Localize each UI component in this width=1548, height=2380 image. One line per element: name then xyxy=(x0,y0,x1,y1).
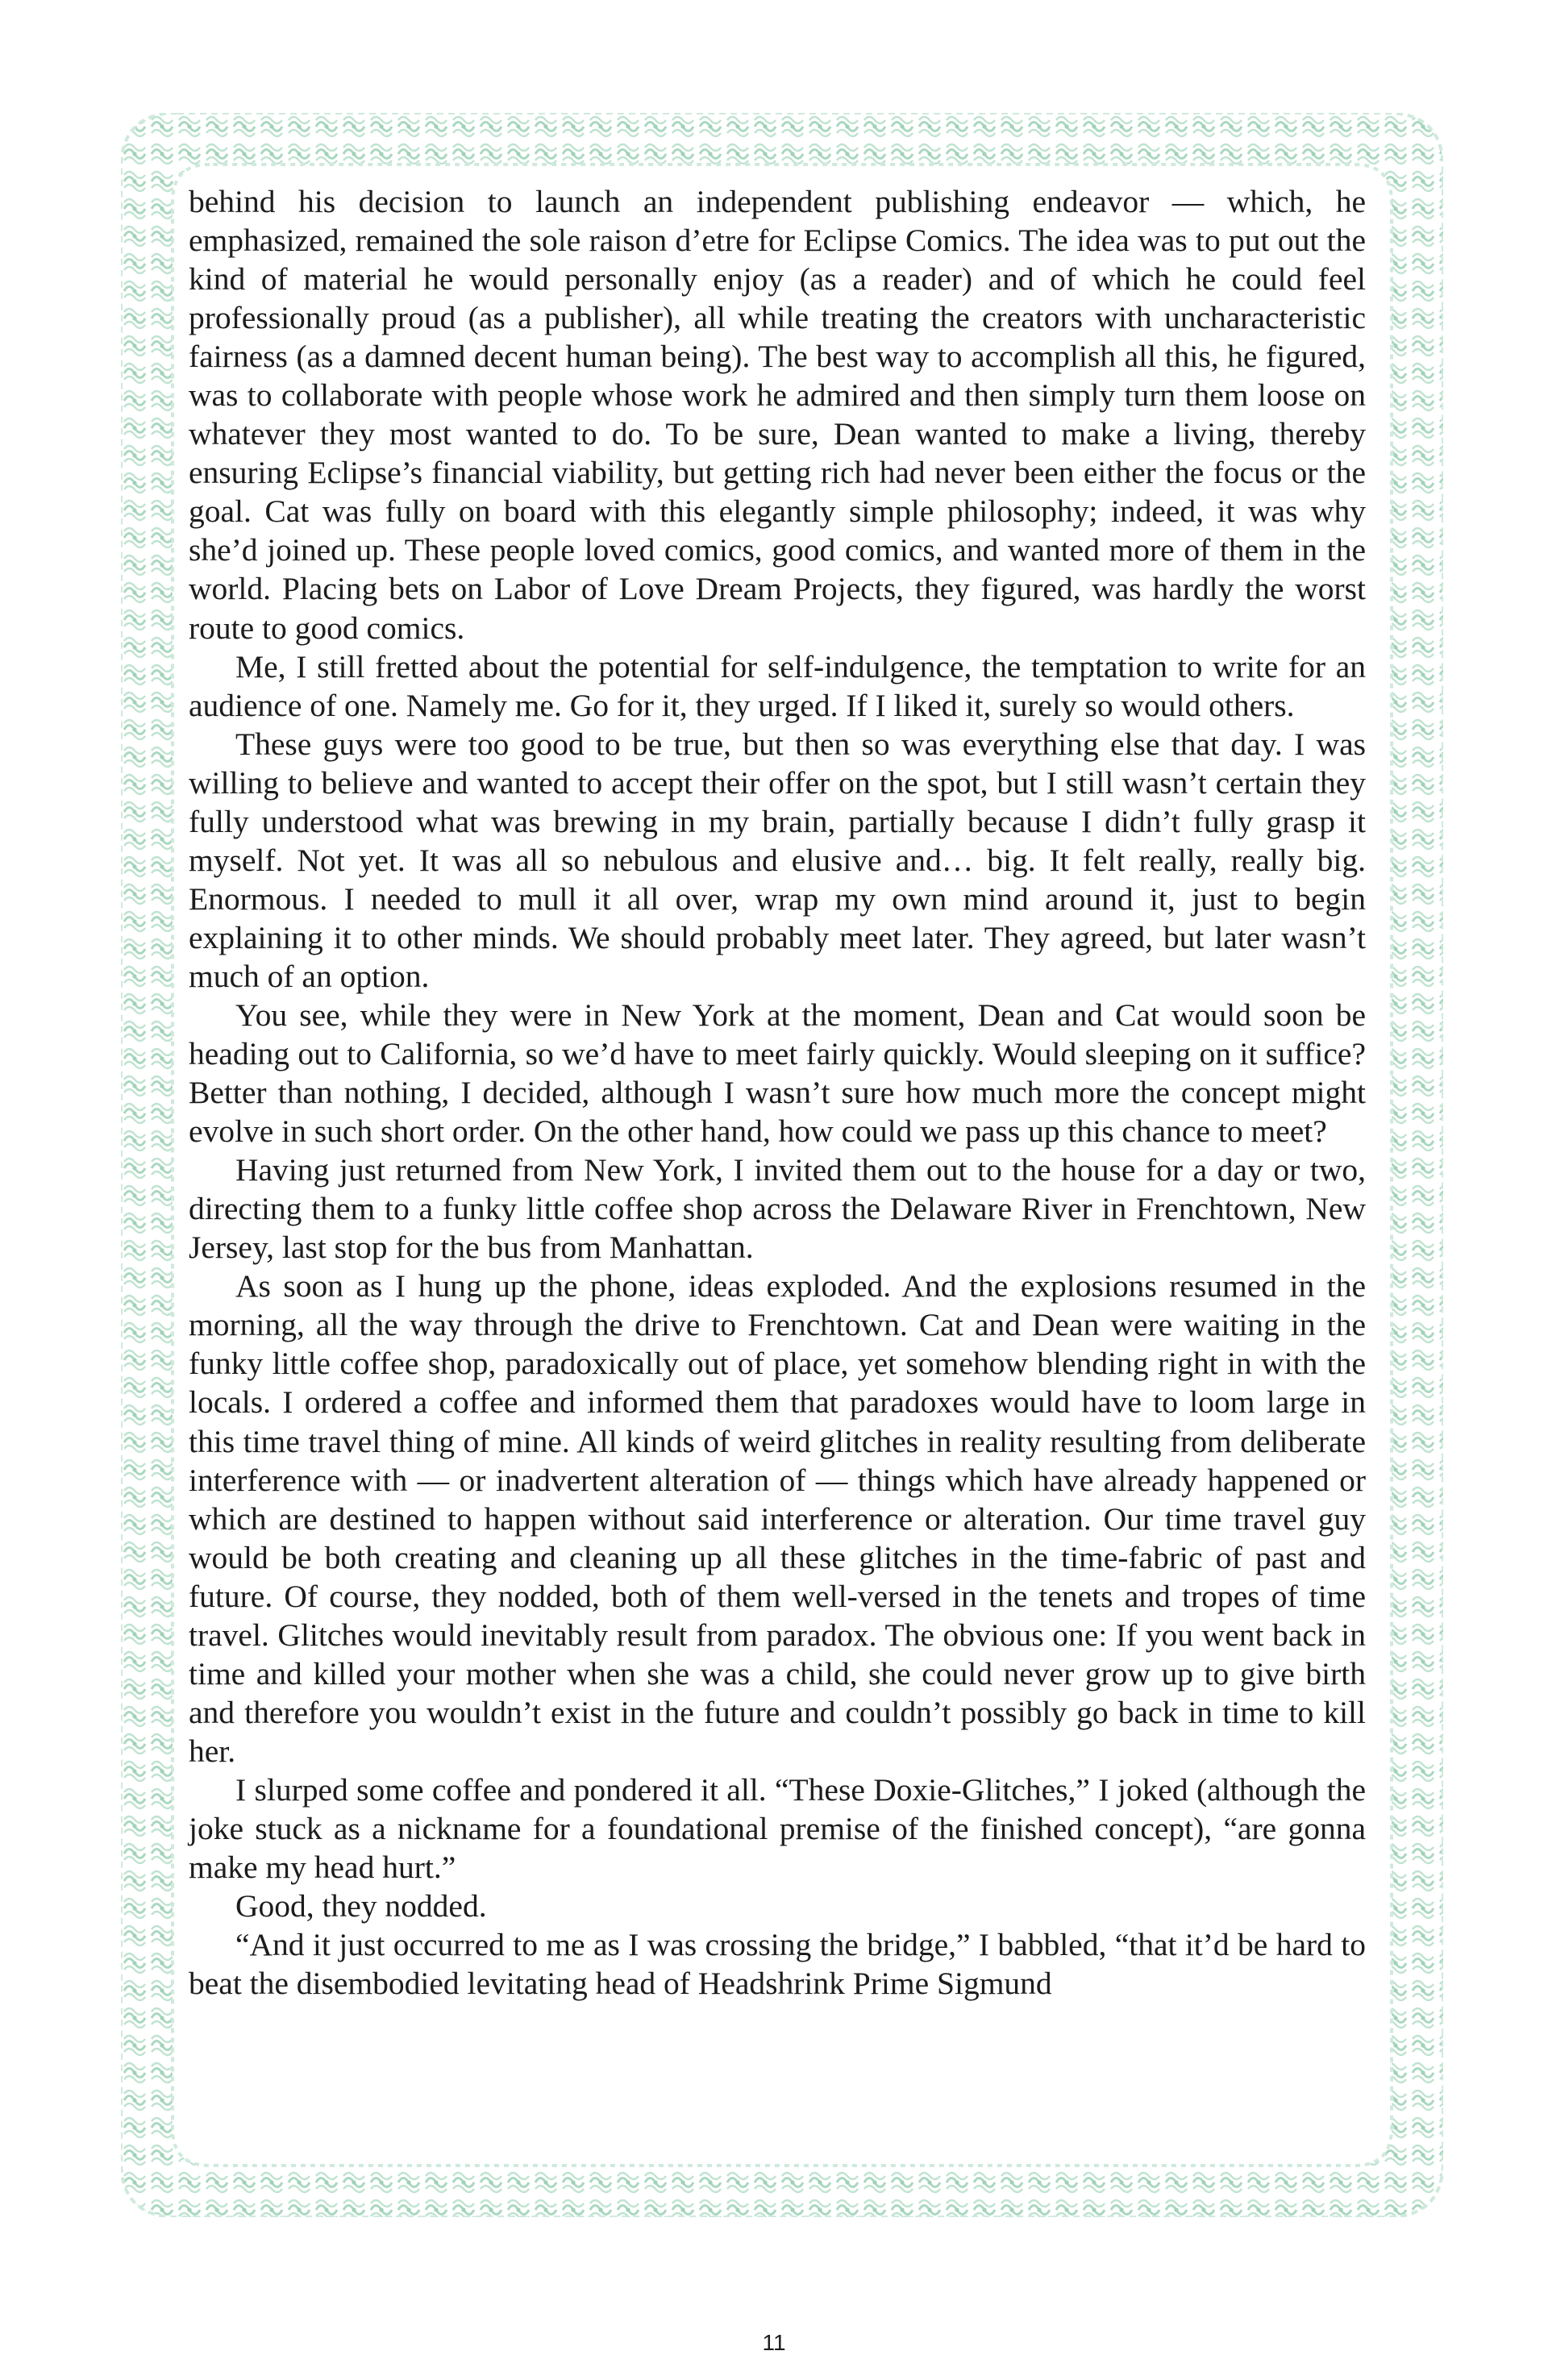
paragraph: Good, they nodded. xyxy=(235,1888,487,1924)
body-text xyxy=(189,182,1366,2003)
paragraph: You see, while they were in New York at the moment, Dean and Cat would soon be heading out to California, so we’d have to meet fairly quickly. Would sleeping on it suffice? Better than nothing, I decided, although I wasn’t sure how much more the concept might evolve in such short order. On the other hand, how could we pass up this chance to meet? xyxy=(189,997,1366,1150)
paragraph: Having just returned from New York, I invited them out to the house for a day or two, directing them to a funky little coffee shop across the Delaware River in Frenchtown, New Jersey, last stop for the bus from Manhattan. xyxy=(189,1152,1366,1266)
paragraph: behind his decision to launch an independent publishing endeavor — which, he emphasized, remained the sole raison d’etre for Eclipse Comics. The idea was to put out the kind of material he would personally enjoy (as a reader) and of which he could feel professionally proud (as a publisher), all while treating the creators with uncharacteristic fairness (as a damned decent human being). The best way to accomplish all this, he figured, was to collaborate with people whose work he admired and then simply turn them loose on whatever they most wanted to do. To be sure, Dean wanted to make a living, thereby ensuring Eclipse’s financial viability, but getting rich had never been either the focus or the goal. Cat was fully on board with this elegantly simple philosophy; indeed, it was why she’d joined up. These people loved comics, good comics, and wanted more of them in the world. Placing bets on Labor of Love Dream Projects, they figured, was hardly the worst route to good comics. xyxy=(189,184,1366,646)
paragraph: “And it just occurred to me as I was crossing the bridge,” I babbled, “that it’d be hard to beat the disembodied levitating head of Headshrink Prime Sigmund xyxy=(189,1927,1366,2002)
paragraph: I slurped some coffee and pondered it all. “These Doxie-Glitches,” I joked (although the joke stuck as a nickname for a foundational premise of the finished concept), “are gonna make my head hurt.” xyxy=(189,1771,1366,1886)
page-number: 11 xyxy=(762,2330,786,2355)
paragraph: As soon as I hung up the phone, ideas exploded. And the explosions resumed in the morning, all the way through the drive to Frenchtown. Cat and Dean were waiting in the funky little coffee shop, paradoxically out of place, yet somehow blending right in with the locals. I ordered a coffee and informed them that paradoxes would have to loom large in this time travel thing of mine. All kinds of weird glitches in reality resulting from deliberate interference with — or inadvertent alteration of — things which have already happened or which are destined to happen without said interference or alteration. Our time travel guy would be both creating and cleaning up all these glitches in the time-fabric of past and future. Of course, they nodded, both of them well-versed in the tenets and tropes of time travel. Glitches would inevitably result from paradox. The obvious one: If you went back in time and killed your mother when she was a child, she could never grow up to give birth and therefore you wouldn’t exist in the future and couldn’t possibly go back in time to kill her. xyxy=(189,1268,1366,1769)
paragraph: These guys were too good to be true, but then so was everything else that day. I was willing to believe and wanted to accept their offer on the spot, but I still wasn’t certain they fully understood what was brewing in my brain, partially because I didn’t fully grasp it myself. Not yet. It was all so nebulous and elusive and… big. It felt really, really big. Enormous. I needed to mull it all over, wrap my own mind around it, just to begin explaining it to other minds. We should probably meet later. They agreed, but later wasn’t much of an option. xyxy=(189,726,1366,994)
paragraph: Me, I still fretted about the potential for self-indulgence, the temptation to write for an audience of one. Namely me. Go for it, they urged. If I liked it, surely so would others. xyxy=(189,648,1366,723)
